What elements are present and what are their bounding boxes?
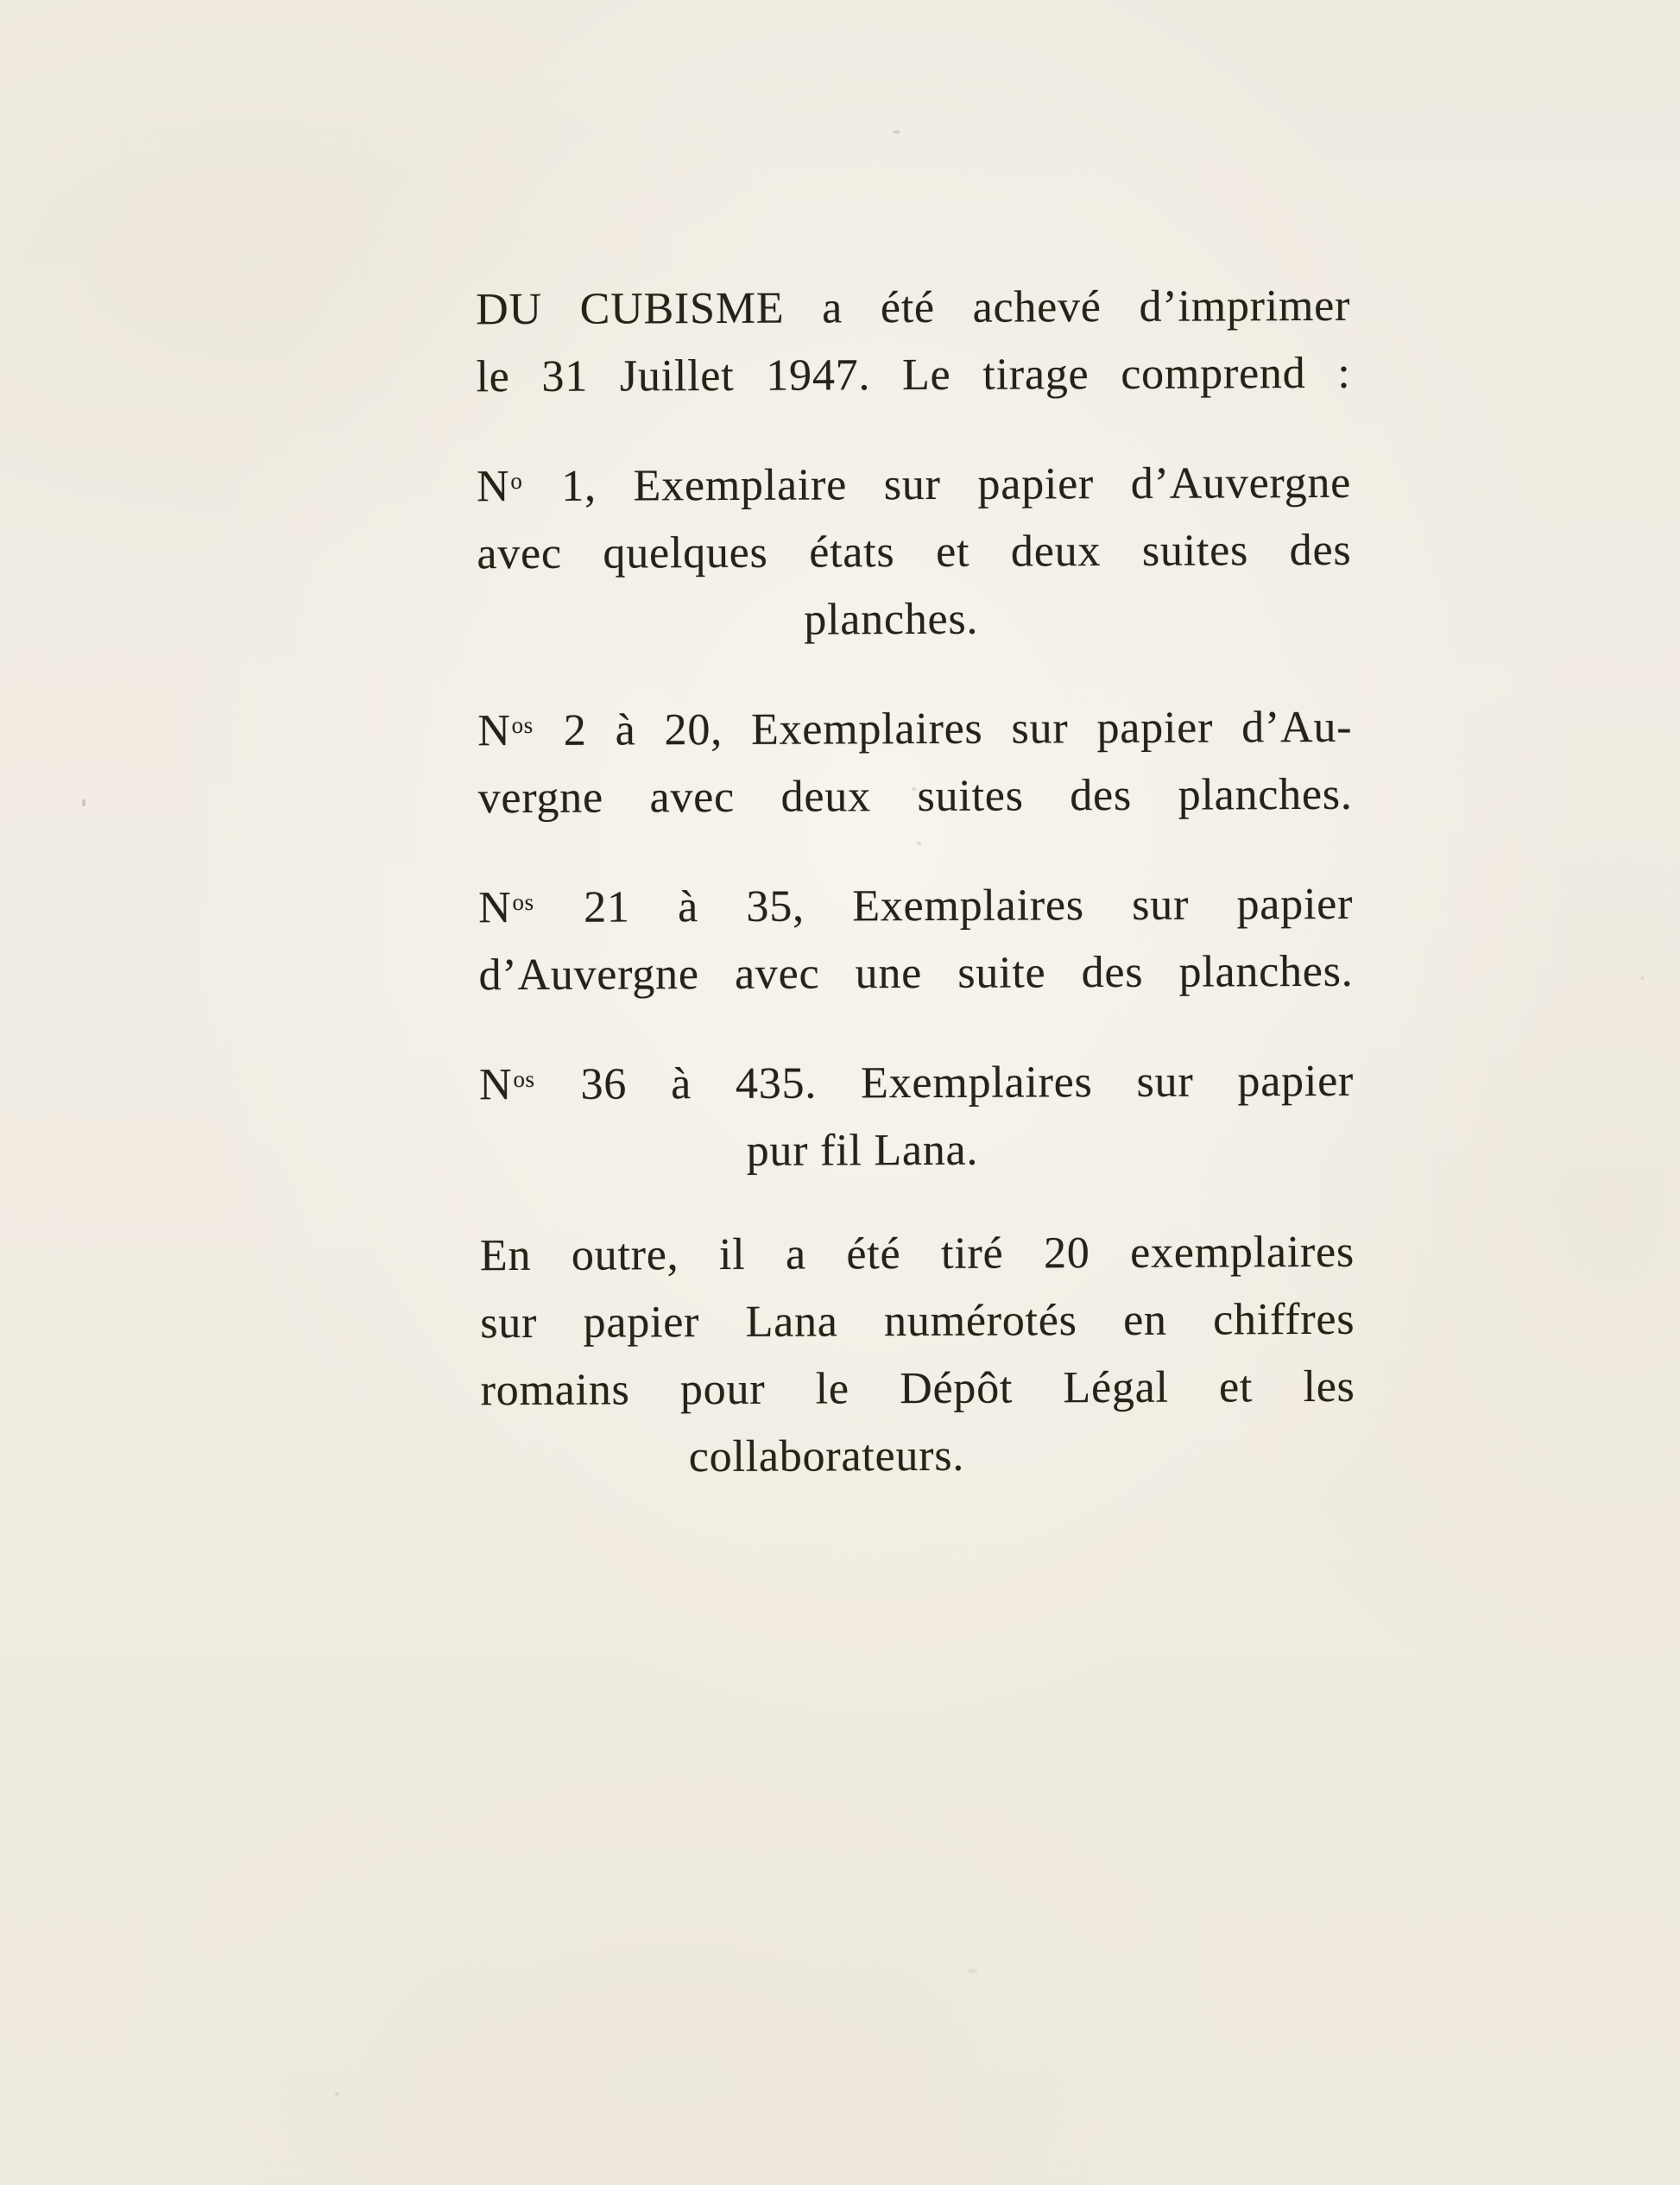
text-segment: sur papier Lana numérotés en chiffres: [480, 1294, 1355, 1348]
text-segment: le 31 Juillet 1947. Le tirage comprend :: [476, 348, 1351, 402]
colophon-paragraph: [479, 1042, 1355, 1186]
colophon-text-block: [476, 273, 1355, 1493]
text-line: [477, 761, 1352, 832]
text-segment: DU CUBISME a été achevé d’imprimer: [476, 281, 1351, 335]
text-segment: collaborateurs.: [688, 1430, 965, 1482]
text-line: [480, 1286, 1355, 1357]
paper-speck: [893, 130, 900, 134]
colophon-paragraph: [476, 273, 1351, 411]
text-segment: d’Auvergne avec une suite des planches.: [478, 946, 1354, 1001]
colophon-paragraph: [477, 444, 1352, 655]
text-segment: 36 à 435. Exemplaires sur papier: [536, 1056, 1355, 1110]
text-segment: N: [478, 1060, 513, 1110]
colophon-paragraph: [477, 688, 1353, 832]
text-line: [478, 865, 1353, 942]
superscript-ordinal: os: [511, 711, 534, 739]
paper-speck: [82, 799, 85, 806]
text-line: [477, 517, 1351, 588]
text-segment: vergne avec deux suites des planches.: [477, 769, 1353, 824]
superscript-ordinal: os: [512, 889, 534, 916]
text-segment: romains pour le Dépôt Légal et les: [480, 1361, 1355, 1416]
superscript-ordinal: os: [513, 1066, 535, 1093]
text-segment: 21 à 35, Exemplaires sur papier: [535, 879, 1354, 933]
colophon-paragraph: [478, 865, 1354, 1009]
text-segment: N: [476, 462, 510, 512]
superscript-ordinal: o: [510, 467, 523, 495]
text-segment: avec quelques états et deux suites des: [477, 525, 1352, 579]
text-line: [454, 584, 1329, 655]
text-segment: N: [478, 883, 512, 933]
text-line: [476, 340, 1350, 411]
text-segment: pur fil Lana.: [746, 1125, 979, 1177]
text-line: [480, 1354, 1355, 1424]
paper-speck: [967, 1968, 977, 1973]
text-segment: planches.: [804, 594, 979, 645]
text-line: [477, 444, 1351, 521]
text-line: [478, 938, 1353, 1009]
text-line: [389, 1421, 1264, 1492]
text-line: [425, 1115, 1299, 1186]
text-line: [479, 1042, 1354, 1119]
text-segment: En outre, il a été tiré 20 exemplaires: [479, 1227, 1355, 1281]
text-segment: 1, Exemplaire sur papier d’Auvergne: [524, 458, 1352, 512]
text-segment: 2 à 20, Exemplaires sur papier d’Au-: [534, 702, 1353, 756]
text-line: [480, 1219, 1355, 1290]
paper-speck: [1640, 976, 1645, 980]
text-line: [476, 273, 1350, 344]
text-line: [477, 688, 1352, 765]
colophon-paragraph: [480, 1219, 1355, 1492]
text-segment: N: [477, 706, 511, 756]
paper-speck: [335, 2092, 339, 2096]
